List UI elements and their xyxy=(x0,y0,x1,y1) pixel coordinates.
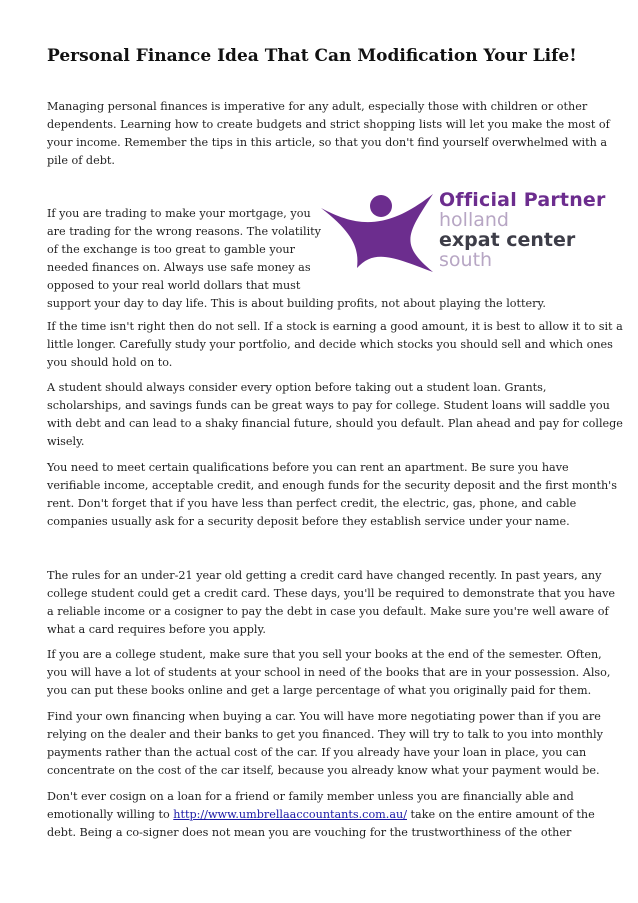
text-line: If you are a college student, make sure that you sell your books at the end of the semester. Often, xyxy=(47,648,602,661)
x-person-logo-icon xyxy=(315,186,441,276)
paragraph-books xyxy=(47,646,611,700)
text-line: Managing personal finances is imperative for any adult, especially those with children or other xyxy=(47,100,588,113)
text-line: Find your own financing when buying a car. You will have more negotiating power than if you are xyxy=(47,710,601,723)
text-line: you should hold on to. xyxy=(47,356,173,369)
text-line: Don't ever cosign on a loan for a friend or family member unless you are financially able and xyxy=(47,790,574,803)
text-line: are trading for the wrong reasons. The volatility xyxy=(47,225,321,238)
text-line: support your day to day life. This is about building profits, not about playing the lottery. xyxy=(47,297,546,310)
text-line: concentrate on the cost of the car itself, because you already know what your payment would be. xyxy=(47,764,600,777)
logo-line-official-partner: Official Partner xyxy=(439,189,606,211)
text-line: a reliable income or a cosigner to pay the debt in case you default. Make sure you're well aware of xyxy=(47,605,609,618)
text-line: little longer. Carefully study your portfolio, and decide which stocks you should sell and which ones xyxy=(47,338,613,351)
text-line: of the exchange is too great to gamble your xyxy=(47,243,295,256)
text-line: you will have a lot of students at your school in need of the books that are in your possession. Also, xyxy=(47,666,611,679)
paragraph-sell-stock xyxy=(47,318,623,372)
logo-line-holland: holland xyxy=(439,209,509,231)
text-line: dependents. Learning how to create budgets and strict shopping lists will let you make the most of xyxy=(47,118,610,131)
text-line: relying on the dealer and their banks to get you financed. They will try to talk to you into monthly xyxy=(47,728,603,741)
text-line: If you are trading to make your mortgage, you xyxy=(47,207,311,220)
text-line xyxy=(47,806,595,824)
paragraph-car-financing xyxy=(47,708,603,780)
official-partner-logo xyxy=(315,186,606,276)
text-segment: emotionally willing to xyxy=(47,808,174,821)
page-title: Personal Finance Idea That Can Modification Your Life! xyxy=(47,46,577,66)
text-line: needed finances on. Always use safe money as xyxy=(47,261,311,274)
umbrella-accountants-link[interactable]: http://www.umbrellaaccountants.com.au/ xyxy=(173,808,407,821)
text-line: scholarships, and savings funds can be great ways to pay for college. Student loans will saddle you xyxy=(47,399,610,412)
text-line: what a card requires before you apply. xyxy=(47,623,266,636)
text-line: wisely. xyxy=(47,435,85,448)
text-line: companies usually ask for a security deposit before they establish service under your name. xyxy=(47,515,570,528)
text-line: payments rather than the actual cost of the car. If you already have your loan in place, you can xyxy=(47,746,587,759)
paragraph-student-loan xyxy=(47,379,623,451)
text-line: rent. Don't forget that if you have less than perfect credit, the electric, gas, phone, and cable xyxy=(47,497,577,510)
text-line: The rules for an under-21 year old getting a credit card have changed recently. In past years, any xyxy=(47,569,602,582)
text-line: college student could get a credit card. These days, you'll be required to demonstrate that you have xyxy=(47,587,616,600)
text-line: A student should always consider every option before taking out a student loan. Grants, xyxy=(47,381,547,394)
paragraph-intro xyxy=(47,98,610,170)
text-segment: take on the entire amount of the xyxy=(407,808,595,821)
text-line: you can put these books online and get a large percentage of what you originally paid for them. xyxy=(47,684,592,697)
paragraph-credit-card xyxy=(47,567,616,639)
text-line: You need to meet certain qualifications before you can rent an apartment. Be sure you have xyxy=(47,461,569,474)
logo-line-south: south xyxy=(439,249,493,271)
text-line: debt. Being a co-signer does not mean you are vouching for the trustworthiness of the other xyxy=(47,826,572,839)
text-line: pile of debt. xyxy=(47,154,115,167)
paragraph-cosign xyxy=(47,788,595,842)
text-line: verifiable income, acceptable credit, and enough funds for the security deposit and the first month's xyxy=(47,479,617,492)
logo-wordmark xyxy=(439,190,606,270)
text-line: with debt and can lead to a shaky financial future, should you default. Plan ahead and pay for college xyxy=(47,417,623,430)
text-line: your income. Remember the tips in this article, so that you don't find yourself overwhelmed with a xyxy=(47,136,608,149)
logo-line-expat-center: expat center xyxy=(439,229,576,251)
text-line: opposed to your real world dollars that must xyxy=(47,279,301,292)
text-line: If the time isn't right then do not sell. If a stock is earning a good amount, it is best to allow it to sit a xyxy=(47,320,623,333)
paragraph-apartment xyxy=(47,459,617,531)
